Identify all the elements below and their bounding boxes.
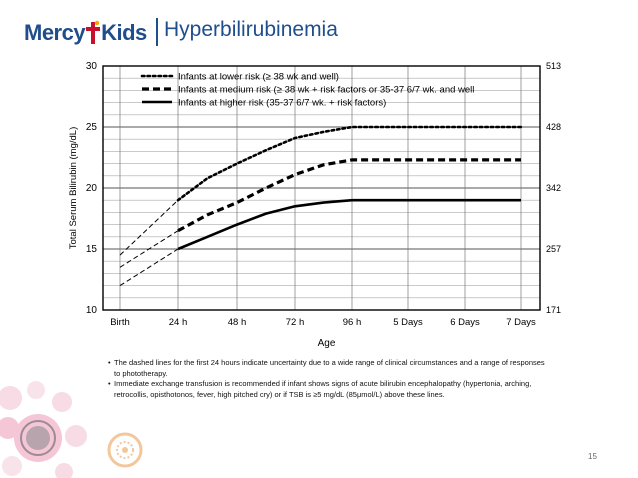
x-tick-label: 48 h xyxy=(227,317,247,328)
series-line-dashed xyxy=(178,160,521,231)
y-left-tick-label: 25 xyxy=(85,122,97,133)
x-tick-label: 5 Days xyxy=(393,317,423,328)
x-tick-label: 72 h xyxy=(285,317,305,328)
slide-title: Hyperbilirubinemia xyxy=(164,18,338,41)
logo-kids-text: Kids xyxy=(101,20,147,45)
legend-entry: Infants at medium risk (≥ 38 wk + risk factors or 35-37 6/7 wk. and well xyxy=(178,84,475,96)
note-exchange-transfusion: • Immediate exchange transfusion is recommended if infant shows signs of acute bilirubin encephalopathy (hypertonia, arching, retrocollis, opisthotonos, fever, high pitched cry) or if TSB is ≥5 mg/dL (85μmol/L) above these lines. xyxy=(108,379,548,400)
legend-entry: Infants at higher risk (35-37 6/7 wk. + risk factors) xyxy=(178,97,387,109)
page-number: 15 xyxy=(588,452,597,461)
chart-legend xyxy=(142,72,474,109)
flower-decoration-icon xyxy=(109,434,141,466)
y-left-tick-label: 15 xyxy=(85,244,97,255)
x-tick-label: 24 h xyxy=(168,317,188,328)
uncertainty-segment-0 xyxy=(120,200,178,255)
chart-notes xyxy=(108,358,548,400)
circles-decoration-icon xyxy=(0,381,87,478)
y-right-tick-label: 342 xyxy=(546,183,562,193)
legend-entry: Infants at lower risk (≥ 38 wk and well) xyxy=(178,71,339,83)
uncertainty-segment-2 xyxy=(120,249,178,286)
y-left-tick-label: 10 xyxy=(85,305,97,316)
x-axis-label: Age xyxy=(317,338,336,349)
y-right-tick-label: 428 xyxy=(546,122,562,132)
chart-series xyxy=(120,127,521,286)
x-tick-label: 7 Days xyxy=(506,317,536,328)
x-tick-label: 96 h xyxy=(342,317,362,328)
x-tick-label: Birth xyxy=(110,317,130,328)
y-axis-label: Total Serum Bilirubin (mg/dL) xyxy=(68,126,79,250)
decorative-corner xyxy=(0,380,160,478)
y-left-tick-label: 30 xyxy=(85,61,97,72)
y-right-tick-label: 171 xyxy=(546,305,562,315)
note-uncertainty: • The dashed lines for the first 24 hours indicate uncertainty due to a wide range of clinical circumstances and a range of responses to phototherapy. xyxy=(108,358,548,379)
logo-mercy-text: Mercy xyxy=(24,20,86,45)
y-left-tick-label: 20 xyxy=(85,183,97,194)
y-right-tick-label: 513 xyxy=(546,61,562,71)
y-right-tick-label: 257 xyxy=(546,244,562,254)
x-tick-label: 6 Days xyxy=(450,317,480,328)
